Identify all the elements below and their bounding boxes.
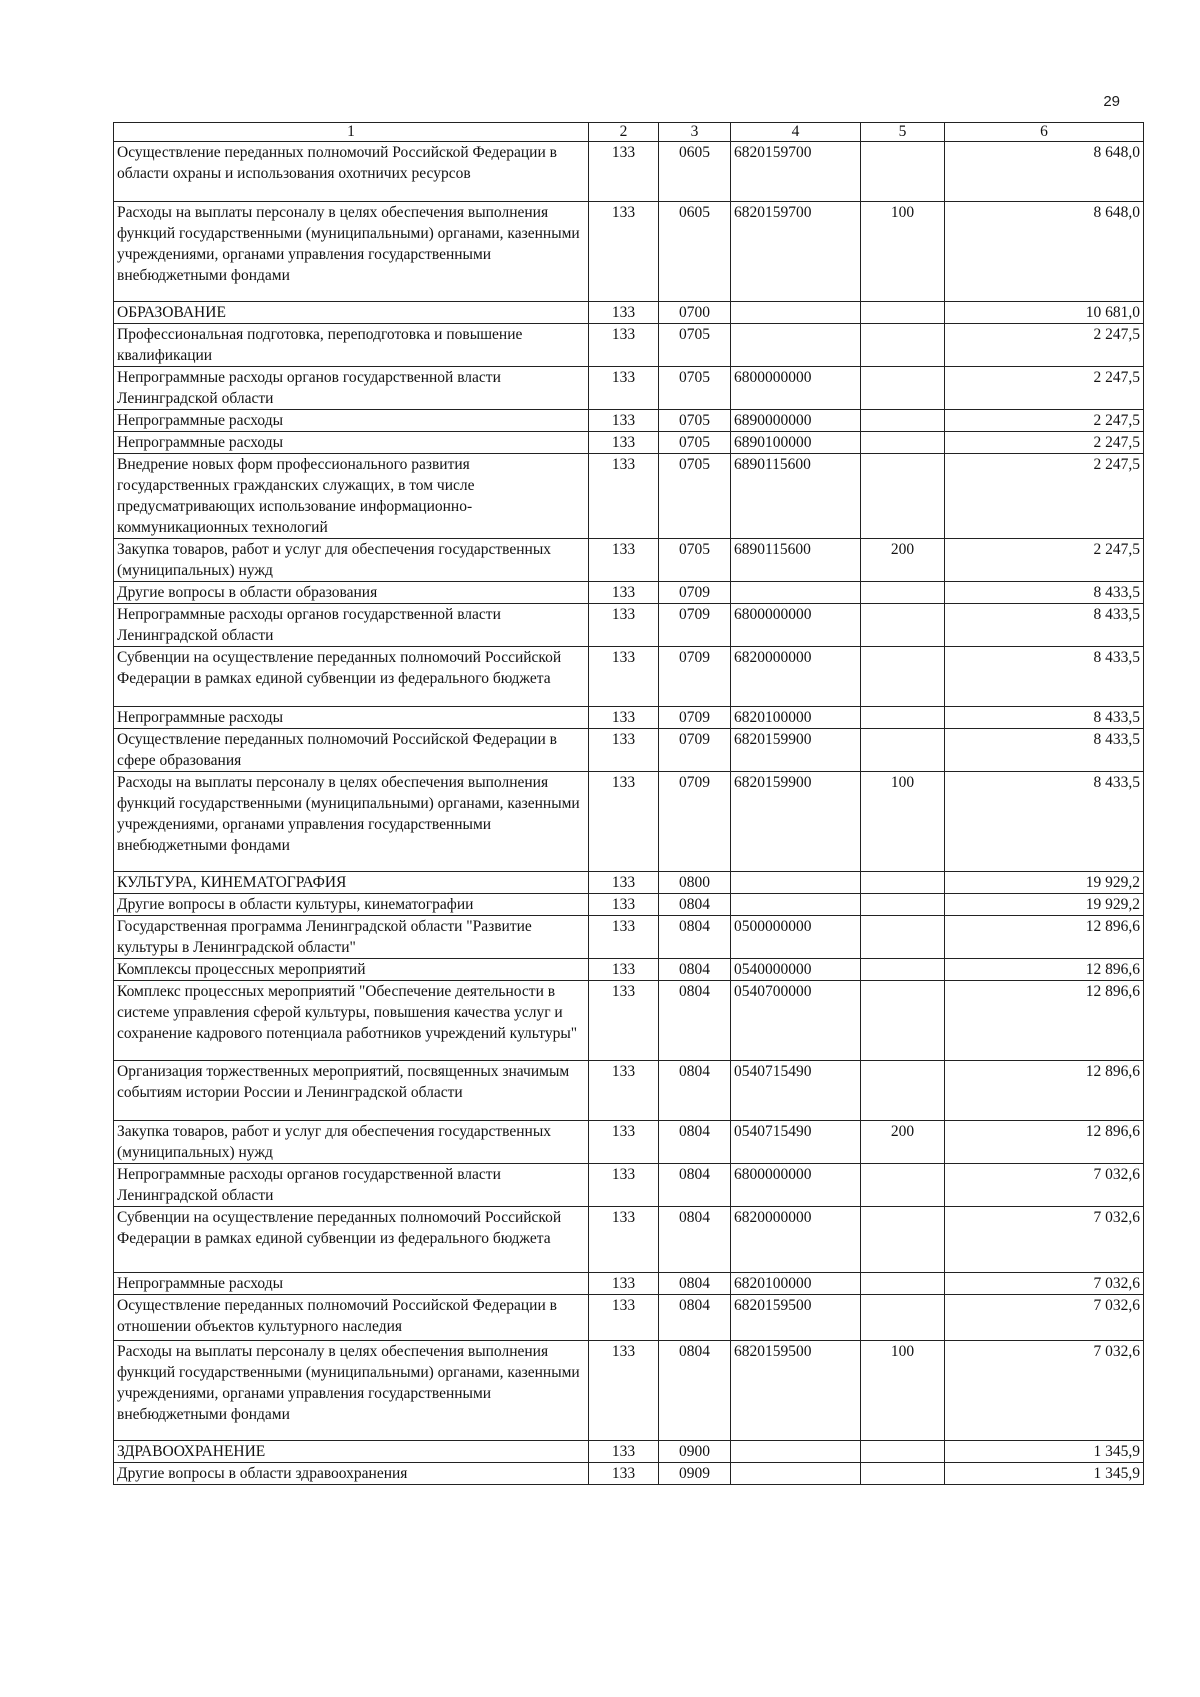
section-code-cell: 0705 [659,432,731,454]
section-code-cell: 0705 [659,367,731,410]
expense-type-cell: 100 [861,1341,945,1441]
section-code-cell: 0709 [659,582,731,604]
item-name-cell: Непрограммные расходы органов государственной власти Ленинградской области [114,604,589,647]
grbs-code-cell: 133 [589,410,659,432]
amount-cell: 8 433,5 [945,647,1144,707]
section-code-cell: 0705 [659,454,731,539]
target-article-cell: 0540000000 [731,959,861,981]
item-name-cell: Комплекс процессных мероприятий "Обеспечение деятельности в системе управления сферой культуры, повышения качества услуг и сохранение кадрового потенциала работников учреждений культуры" [114,981,589,1061]
grbs-code-cell: 133 [589,647,659,707]
grbs-code-cell: 133 [589,894,659,916]
item-name-cell: Непрограммные расходы [114,1273,589,1295]
amount-cell: 19 929,2 [945,872,1144,894]
grbs-code-cell: 133 [589,1273,659,1295]
amount-cell: 8 433,5 [945,772,1144,872]
grbs-code-cell: 133 [589,202,659,302]
expense-type-cell [861,894,945,916]
section-code-cell: 0605 [659,202,731,302]
table-row [114,772,1144,872]
amount-cell: 12 896,6 [945,981,1144,1061]
item-name-cell: Другие вопросы в области образования [114,582,589,604]
item-name-cell: Комплексы процессных мероприятий [114,959,589,981]
table-row [114,1121,1144,1164]
target-article-cell: 6890000000 [731,410,861,432]
expense-type-cell: 200 [861,1121,945,1164]
item-name-cell: ЗДРАВООХРАНЕНИЕ [114,1441,589,1463]
amount-cell: 2 247,5 [945,410,1144,432]
target-article-cell: 6800000000 [731,1164,861,1207]
header-cell: 3 [659,123,731,142]
target-article-cell: 6820159900 [731,772,861,872]
expense-type-cell [861,647,945,707]
item-name-cell: Субвенции на осуществление переданных полномочий Российской Федерации в рамках единой субвенции из федерального бюджета [114,1207,589,1273]
expense-type-cell [861,604,945,647]
header-cell: 1 [114,123,589,142]
grbs-code-cell: 133 [589,432,659,454]
expense-type-cell: 100 [861,772,945,872]
item-name-cell: Организация торжественных мероприятий, посвященных значимым событиям истории России и Ленинградской области [114,1061,589,1121]
section-code-cell: 0804 [659,894,731,916]
target-article-cell [731,1463,861,1485]
expense-type-cell [861,432,945,454]
table-row [114,367,1144,410]
table-row [114,604,1144,647]
item-name-cell: Расходы на выплаты персоналу в целях обеспечения выполнения функций государственными (муниципальными) органами, казенными учреждениями, органами управления государственными внебюджетными фондами [114,772,589,872]
target-article-cell: 6820159900 [731,729,861,772]
table-row [114,1295,1144,1341]
amount-cell: 8 433,5 [945,604,1144,647]
target-article-cell [731,894,861,916]
amount-cell: 7 032,6 [945,1207,1144,1273]
target-article-cell: 0500000000 [731,916,861,959]
page-number: 29 [1103,93,1120,110]
target-article-cell: 6820159700 [731,142,861,202]
grbs-code-cell: 133 [589,872,659,894]
grbs-code-cell: 133 [589,302,659,324]
grbs-code-cell: 133 [589,959,659,981]
section-code-cell: 0709 [659,772,731,872]
amount-cell: 7 032,6 [945,1273,1144,1295]
section-code-cell: 0705 [659,539,731,582]
item-name-cell: Внедрение новых форм профессионального развития государственных гражданских служащих, в том числе предусматривающих использование информационно-коммуникационных технологий [114,454,589,539]
target-article-cell [731,302,861,324]
target-article-cell: 0540700000 [731,981,861,1061]
expense-type-cell [861,1295,945,1341]
table-row [114,454,1144,539]
amount-cell: 2 247,5 [945,432,1144,454]
amount-cell: 1 345,9 [945,1463,1144,1485]
section-code-cell: 0804 [659,916,731,959]
target-article-cell: 6820000000 [731,1207,861,1273]
table-row [114,872,1144,894]
table-row [114,894,1144,916]
target-article-cell: 6820159500 [731,1295,861,1341]
item-name-cell: Непрограммные расходы [114,410,589,432]
grbs-code-cell: 133 [589,1207,659,1273]
amount-cell: 7 032,6 [945,1164,1144,1207]
table-row [114,142,1144,202]
target-article-cell: 6890100000 [731,432,861,454]
grbs-code-cell: 133 [589,324,659,367]
amount-cell: 7 032,6 [945,1341,1144,1441]
table-row [114,410,1144,432]
grbs-code-cell: 133 [589,707,659,729]
item-name-cell: Непрограммные расходы органов государственной власти Ленинградской области [114,1164,589,1207]
table-row [114,1341,1144,1441]
grbs-code-cell: 133 [589,454,659,539]
section-code-cell: 0804 [659,981,731,1061]
target-article-cell [731,1441,861,1463]
item-name-cell: Непрограммные расходы [114,432,589,454]
amount-cell: 8 433,5 [945,729,1144,772]
expense-type-cell [861,1164,945,1207]
amount-cell: 1 345,9 [945,1441,1144,1463]
amount-cell: 8 433,5 [945,582,1144,604]
grbs-code-cell: 133 [589,367,659,410]
target-article-cell: 6890115600 [731,454,861,539]
amount-cell: 12 896,6 [945,916,1144,959]
target-article-cell: 6800000000 [731,367,861,410]
item-name-cell: Осуществление переданных полномочий Российской Федерации в отношении объектов культурного наследия [114,1295,589,1341]
item-name-cell: Осуществление переданных полномочий Российской Федерации в области охраны и использования охотничих ресурсов [114,142,589,202]
expense-type-cell [861,1441,945,1463]
target-article-cell [731,324,861,367]
expense-type-cell [861,142,945,202]
grbs-code-cell: 133 [589,1121,659,1164]
amount-cell: 7 032,6 [945,1295,1144,1341]
section-code-cell: 0804 [659,1164,731,1207]
item-name-cell: Закупка товаров, работ и услуг для обеспечения государственных (муниципальных) нужд [114,539,589,582]
amount-cell: 10 681,0 [945,302,1144,324]
section-code-cell: 0804 [659,959,731,981]
table-row [114,582,1144,604]
table-row [114,539,1144,582]
section-code-cell: 0700 [659,302,731,324]
section-code-cell: 0705 [659,324,731,367]
table-row [114,302,1144,324]
table-row [114,916,1144,959]
expense-type-cell [861,959,945,981]
table-row [114,1441,1144,1463]
grbs-code-cell: 133 [589,916,659,959]
header-cell: 6 [945,123,1144,142]
target-article-cell: 0540715490 [731,1121,861,1164]
amount-cell: 2 247,5 [945,324,1144,367]
item-name-cell: ОБРАЗОВАНИЕ [114,302,589,324]
item-name-cell: Расходы на выплаты персоналу в целях обеспечения выполнения функций государственными (муниципальными) органами, казенными учреждениями, органами управления государственными внебюджетными фондами [114,1341,589,1441]
item-name-cell: Осуществление переданных полномочий Российской Федерации в сфере образования [114,729,589,772]
grbs-code-cell: 133 [589,1295,659,1341]
item-name-cell: Другие вопросы в области здравоохранения [114,1463,589,1485]
item-name-cell: Другие вопросы в области культуры, кинематографии [114,894,589,916]
expense-type-cell [861,1273,945,1295]
section-code-cell: 0804 [659,1207,731,1273]
expense-type-cell [861,916,945,959]
expense-type-cell [861,729,945,772]
target-article-cell: 6820159700 [731,202,861,302]
amount-cell: 8 648,0 [945,142,1144,202]
grbs-code-cell: 133 [589,142,659,202]
section-code-cell: 0605 [659,142,731,202]
target-article-cell: 6820159500 [731,1341,861,1441]
item-name-cell: КУЛЬТУРА, КИНЕМАТОГРАФИЯ [114,872,589,894]
section-code-cell: 0709 [659,647,731,707]
item-name-cell: Государственная программа Ленинградской области "Развитие культуры в Ленинградской области" [114,916,589,959]
section-code-cell: 0709 [659,707,731,729]
table-header-row [114,123,1144,142]
expense-type-cell [861,302,945,324]
header-cell: 2 [589,123,659,142]
table-row [114,1207,1144,1273]
amount-cell: 12 896,6 [945,959,1144,981]
expense-type-cell [861,410,945,432]
section-code-cell: 0804 [659,1121,731,1164]
item-name-cell: Закупка товаров, работ и услуг для обеспечения государственных (муниципальных) нужд [114,1121,589,1164]
target-article-cell: 6820000000 [731,647,861,707]
grbs-code-cell: 133 [589,582,659,604]
section-code-cell: 0804 [659,1273,731,1295]
item-name-cell: Непрограммные расходы [114,707,589,729]
header-cell: 5 [861,123,945,142]
amount-cell: 19 929,2 [945,894,1144,916]
amount-cell: 8 648,0 [945,202,1144,302]
expense-type-cell [861,454,945,539]
item-name-cell: Непрограммные расходы органов государственной власти Ленинградской области [114,367,589,410]
table-row [114,1164,1144,1207]
grbs-code-cell: 133 [589,1061,659,1121]
table-row [114,729,1144,772]
table-row [114,1463,1144,1485]
grbs-code-cell: 133 [589,772,659,872]
item-name-cell: Субвенции на осуществление переданных полномочий Российской Федерации в рамках единой субвенции из федерального бюджета [114,647,589,707]
table-row [114,1273,1144,1295]
expense-type-cell: 100 [861,202,945,302]
table-row [114,1061,1144,1121]
section-code-cell: 0909 [659,1463,731,1485]
section-code-cell: 0804 [659,1295,731,1341]
expense-type-cell [861,1061,945,1121]
header-cell: 4 [731,123,861,142]
expense-type-cell [861,324,945,367]
expense-type-cell [861,367,945,410]
section-code-cell: 0900 [659,1441,731,1463]
item-name-cell: Расходы на выплаты персоналу в целях обеспечения выполнения функций государственными (муниципальными) органами, казенными учреждениями, органами управления государственными внебюджетными фондами [114,202,589,302]
amount-cell: 12 896,6 [945,1121,1144,1164]
amount-cell: 2 247,5 [945,367,1144,410]
expense-type-cell [861,1463,945,1485]
amount-cell: 8 433,5 [945,707,1144,729]
table-row [114,981,1144,1061]
grbs-code-cell: 133 [589,539,659,582]
item-name-cell: Профессиональная подготовка, переподготовка и повышение квалификации [114,324,589,367]
table-row [114,432,1144,454]
table-row [114,707,1144,729]
section-code-cell: 0804 [659,1061,731,1121]
amount-cell: 12 896,6 [945,1061,1144,1121]
target-article-cell: 6820100000 [731,1273,861,1295]
table-row [114,647,1144,707]
section-code-cell: 0705 [659,410,731,432]
grbs-code-cell: 133 [589,604,659,647]
expense-type-cell: 200 [861,539,945,582]
target-article-cell: 6800000000 [731,604,861,647]
grbs-code-cell: 133 [589,1441,659,1463]
target-article-cell: 0540715490 [731,1061,861,1121]
target-article-cell: 6890115600 [731,539,861,582]
grbs-code-cell: 133 [589,981,659,1061]
expense-type-cell [861,1207,945,1273]
expense-type-cell [861,707,945,729]
section-code-cell: 0800 [659,872,731,894]
table-row [114,324,1144,367]
expense-type-cell [861,981,945,1061]
target-article-cell [731,582,861,604]
target-article-cell [731,872,861,894]
budget-table [113,122,1144,1485]
section-code-cell: 0804 [659,1341,731,1441]
section-code-cell: 0709 [659,604,731,647]
table-row [114,202,1144,302]
grbs-code-cell: 133 [589,1341,659,1441]
expense-type-cell [861,872,945,894]
amount-cell: 2 247,5 [945,454,1144,539]
grbs-code-cell: 133 [589,1463,659,1485]
target-article-cell: 6820100000 [731,707,861,729]
expense-type-cell [861,582,945,604]
grbs-code-cell: 133 [589,729,659,772]
table-row [114,959,1144,981]
section-code-cell: 0709 [659,729,731,772]
grbs-code-cell: 133 [589,1164,659,1207]
amount-cell: 2 247,5 [945,539,1144,582]
